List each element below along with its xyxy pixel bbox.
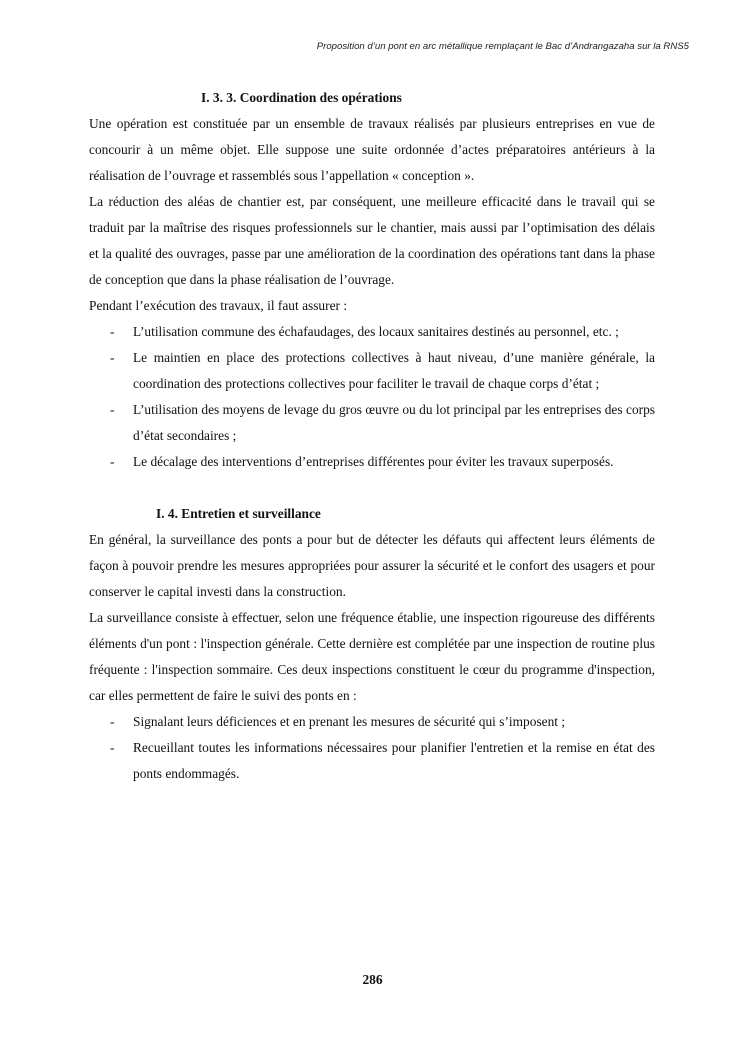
section-heading-i33: I. 3. 3. Coordination des opérations [201, 90, 402, 105]
bullet-list [89, 709, 655, 787]
section-spacer [89, 475, 655, 501]
bullet-dash: - [110, 740, 115, 755]
paragraph: La réduction des aléas de chantier est, par conséquent, une meilleure efficacité dans le travail qui se traduit par la maîtrise des risques professionnels sur le chantier, mais aussi par l’optimisation des délais et la qualité des ouvrages, passe par une amélioration de la coordination des opérations tant dans la phase de conception que dans la phase réalisation de l’ouvrage. [89, 194, 655, 287]
list-item-text: L’utilisation commune des échafaudages, des locaux sanitaires destinés au personnel, etc. ; [133, 324, 619, 339]
list-item-text: Le maintien en place des protections collectives à haut niveau, d’une manière générale, la coordination des protections collectives pour faciliter le travail de chaque corps d’état ; [133, 350, 655, 391]
list-item [89, 449, 655, 475]
bullet-list [89, 319, 655, 475]
list-item-text: Recueillant toutes les informations nécessaires pour planifier l'entretien et la remise en état des ponts endommagés. [133, 740, 655, 781]
list-item-text: Le décalage des interventions d’entreprises différentes pour éviter les travaux superposés. [133, 454, 614, 469]
list-item-text: L’utilisation des moyens de levage du gros œuvre ou du lot principal par les entreprises des corps d’état secondaires ; [133, 402, 655, 443]
bullet-dash: - [110, 350, 115, 365]
body-text [89, 85, 655, 787]
bullet-dash: - [110, 714, 115, 729]
bullet-dash: - [110, 454, 115, 469]
list-item-text: Signalant leurs déficiences et en prenant les mesures de sécurité qui s’imposent ; [133, 714, 566, 729]
paragraph: Une opération est constituée par un ensemble de travaux réalisés par plusieurs entreprises en vue de concourir à un même objet. Elle suppose une suite ordonnée d’actes préparatoires antérieurs à la réalisation de l’ouvrage et rassemblés sous l’appellation « conception ». [89, 116, 655, 183]
list-item [89, 709, 655, 735]
bullet-dash: - [110, 402, 115, 417]
list-item [89, 345, 655, 397]
paragraph: Pendant l’exécution des travaux, il faut assurer : [89, 298, 348, 313]
paragraph: La surveillance consiste à effectuer, selon une fréquence établie, une inspection rigoureuse des différents éléments d'un pont : l'inspection générale. Cette dernière est complétée par une inspection de routine plus fréquente : l'inspection sommaire. Ces deux inspections constituent le cœur du programme d'inspection, car elles permettent de faire le suivi des ponts en : [89, 610, 655, 703]
list-item [89, 319, 655, 345]
list-item [89, 735, 655, 787]
running-header: Proposition d’un pont en arc métallique remplaçant le Bac d’Andrangazaha sur la RNS5 [316, 41, 689, 52]
section-heading-i4: I. 4. Entretien et surveillance [156, 506, 321, 521]
paragraph: En général, la surveillance des ponts a pour but de détecter les défauts qui affectent leurs éléments de façon à pouvoir prendre les mesures appropriées pour assurer la sécurité et le confort des usagers et pour conserver le capital investi dans la construction. [89, 532, 655, 599]
bullet-dash: - [110, 324, 115, 339]
list-item [89, 397, 655, 449]
page-number: 286 [362, 972, 383, 987]
